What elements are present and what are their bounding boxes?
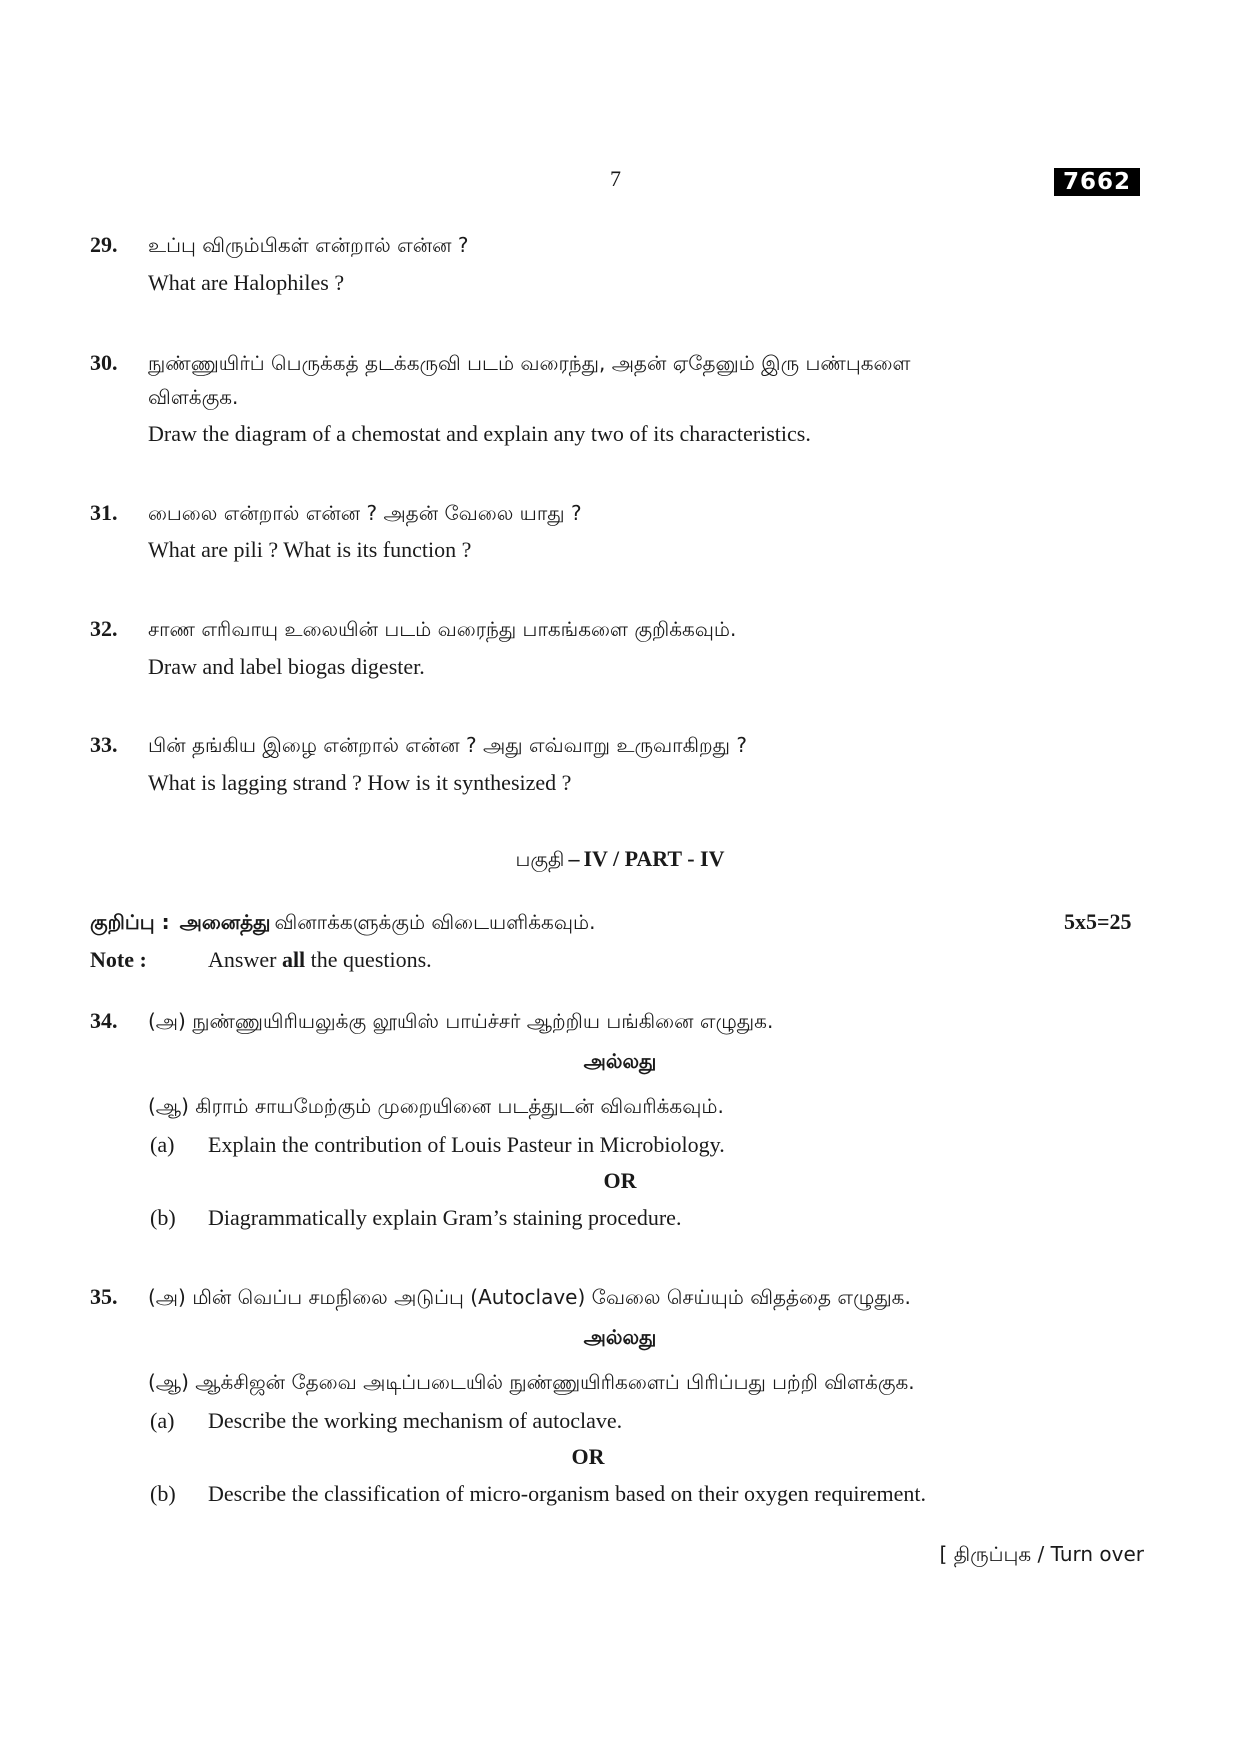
option-b-english: Describe the classification of micro-organism based on their oxygen requirement. (208, 1481, 927, 1506)
note-tamil-label: குறிப்பு : (90, 910, 170, 934)
or-tamil: அல்லது (583, 1049, 657, 1073)
option-b-tamil: (ஆ) ஆக்சிஜன் தேவை அடிப்படையில் நுண்ணுயிரிகளைப் பிரிப்பது பற்றி விளக்குக. (148, 1370, 915, 1394)
question-number: 33. (90, 732, 118, 757)
or-tamil: அல்லது (583, 1325, 657, 1349)
question-tamil: பைலை என்றால் என்ன ? அதன் வேலை யாது ? (148, 501, 582, 525)
note-english-bold: all (281, 947, 306, 972)
option-b-label: (b) (150, 1205, 176, 1230)
option-a-english: Describe the working mechanism of autoclave. (208, 1408, 623, 1433)
question-number: 30. (90, 350, 118, 375)
option-b-tamil: (ஆ) கிராம் சாயமேற்கும் முறையினை படத்துடன் விவரிக்கவும். (148, 1094, 724, 1118)
note-english-label: Note : (90, 947, 147, 972)
question-number: 34. (90, 1008, 118, 1033)
option-a-label: (a) (150, 1408, 175, 1433)
question-number: 35. (90, 1284, 118, 1309)
turn-over-text: [ திருப்புக / Turn over (939, 1542, 1144, 1566)
question-english: Draw the diagram of a chemostat and explain any two of its characteristics. (148, 421, 811, 446)
question-english: What are pili ? What is its function ? (148, 537, 472, 562)
paper-code-badge: 7662 (1054, 168, 1140, 196)
page-number: 7 (610, 166, 621, 191)
question-english: What are Halophiles ? (148, 270, 345, 295)
part-heading-tamil: பகுதி (515, 847, 565, 871)
question-number: 32. (90, 616, 118, 641)
question-number: 31. (90, 500, 118, 525)
question-tamil: நுண்ணுயிர்ப் பெருக்கத் தடக்கருவி படம் வரைந்து, அதன் ஏதேனும் இரு பண்புகளை (148, 351, 911, 375)
note-english (208, 947, 432, 973)
question-tamil: பின் தங்கிய இழை என்றால் என்ன ? அது எவ்வாறு உருவாகிறது ? (148, 733, 747, 757)
marks-label: 5x5=25 (1064, 909, 1132, 934)
part-heading (0, 846, 1240, 874)
or-english: OR (571, 1444, 605, 1469)
question-english: What is lagging strand ? How is it synthesized ? (148, 770, 572, 795)
question-number: 29. (90, 232, 118, 257)
option-a-tamil: (அ) மின் வெப்ப சமநிலை அடுப்பு (Autoclave) வேலை செய்யும் விதத்தை எழுதுக. (148, 1285, 911, 1309)
part-heading-sep: – (568, 846, 580, 871)
note-tamil (90, 910, 595, 937)
option-b-label: (b) (150, 1481, 176, 1506)
option-a-english: Explain the contribution of Louis Pasteur in Microbiology. (208, 1132, 725, 1157)
option-b-english: Diagrammatically explain Gram’s staining procedure. (208, 1205, 682, 1230)
question-tamil-cont: விளக்குக. (148, 385, 239, 409)
note-tamil-text: வினாக்களுக்கும் விடையளிக்கவும். (274, 910, 596, 934)
option-a-tamil: (அ) நுண்ணுயிரியலுக்கு லூயிஸ் பாய்ச்சர் ஆற்றிய பங்கினை எழுதுக. (148, 1009, 774, 1033)
note-english-pre: Answer (208, 947, 277, 972)
option-a-label: (a) (150, 1132, 175, 1157)
note-tamil-bold: அனைத்து (179, 910, 271, 934)
question-tamil: உப்பு விரும்பிகள் என்றால் என்ன ? (148, 233, 469, 257)
turn-over (940, 1542, 1144, 1569)
note-english-post: the questions. (310, 947, 432, 972)
part-heading-label: IV / PART - IV (583, 846, 725, 871)
question-english: Draw and label biogas digester. (148, 654, 425, 679)
or-english: OR (603, 1168, 637, 1193)
question-tamil: சாண எரிவாயு உலையின் படம் வரைந்து பாகங்களை குறிக்கவும். (148, 617, 737, 641)
